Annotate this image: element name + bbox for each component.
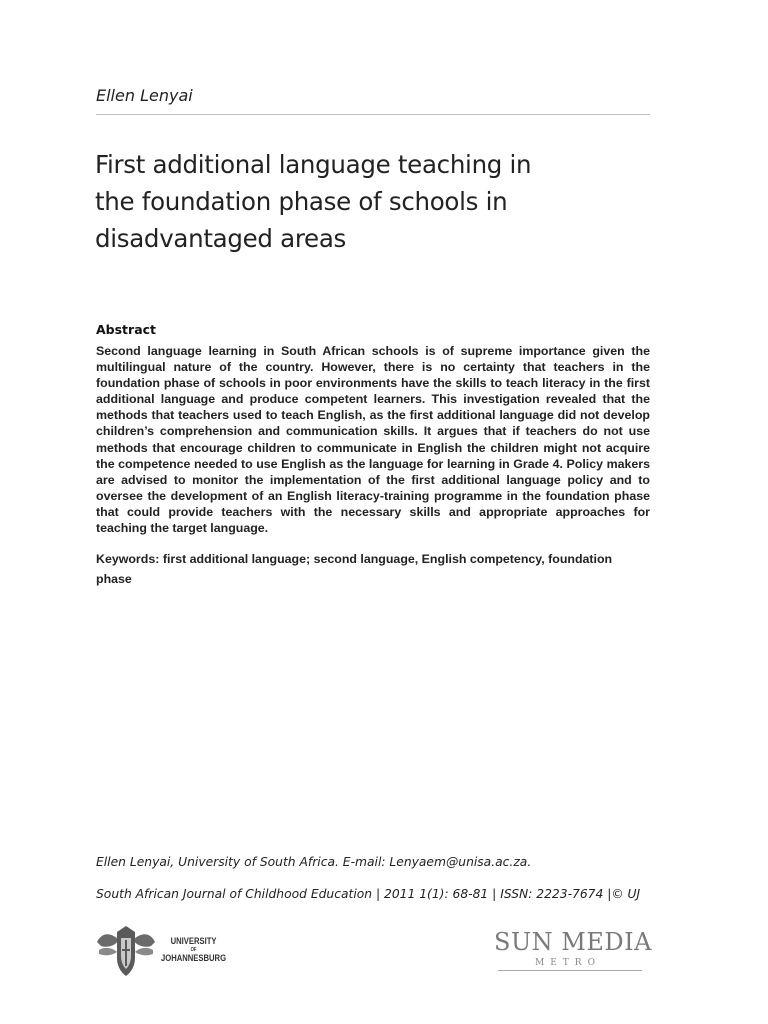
abstract-body: Second language learning in South African schools is of supreme importance given the multilingual nature of the country. However, there is no certainty that teachers in the foundation phase of schools in poor environments have the skills to teach literacy in the first additional language and produce competent learners. This investigation revealed that the methods that teachers used to teach English, as the first additional language did not develop children’s comprehension and communication skills. It argues that if teachers do not use methods that encourage children to communicate in English the children might not acquire the competence needed to use English as the language for learning in Grade 4. Policy makers are advised to monitor the implementation of the first additional language policy and to oversee the development of an English literacy-training programme in the foundation phase that could provide teachers with the necessary skills and appropriate approaches for teaching the target language. bbox=[96, 344, 650, 536]
title-line: the foundation phase of schools in bbox=[95, 187, 508, 216]
journal-citation: South African Journal of Childhood Education | 2011 1(1): 68-81 | ISSN: 2223-7674 |© UJ bbox=[96, 887, 641, 901]
uj-logo bbox=[95, 924, 225, 980]
uj-crest-icon bbox=[95, 924, 157, 980]
uj-line1: UNIVERSITY bbox=[170, 936, 217, 946]
sun-media-logo bbox=[494, 928, 650, 980]
uj-wordmark bbox=[161, 936, 226, 964]
article-title bbox=[95, 146, 615, 257]
keywords-label: Keywords: bbox=[96, 552, 160, 566]
header-rule bbox=[96, 114, 650, 115]
title-line: First additional language teaching in bbox=[95, 150, 532, 179]
title-line: disadvantaged areas bbox=[95, 224, 347, 253]
running-header-author: Ellen Lenyai bbox=[96, 86, 193, 105]
uj-line2: OF bbox=[190, 947, 197, 953]
sun-media-sub: METRO bbox=[535, 958, 601, 968]
sun-media-rule bbox=[498, 970, 642, 971]
keywords bbox=[96, 550, 650, 589]
author-affiliation: Ellen Lenyai, University of South Africa. E-mail: Lenyaem@unisa.ac.za. bbox=[96, 855, 532, 869]
uj-line3: JOHANNESBURG bbox=[161, 953, 227, 963]
abstract-heading: Abstract bbox=[96, 322, 157, 337]
sun-media-name: SUN MEDIA bbox=[494, 928, 652, 956]
keywords-text: first additional language; second language, English competency, foundation phase bbox=[96, 552, 613, 586]
